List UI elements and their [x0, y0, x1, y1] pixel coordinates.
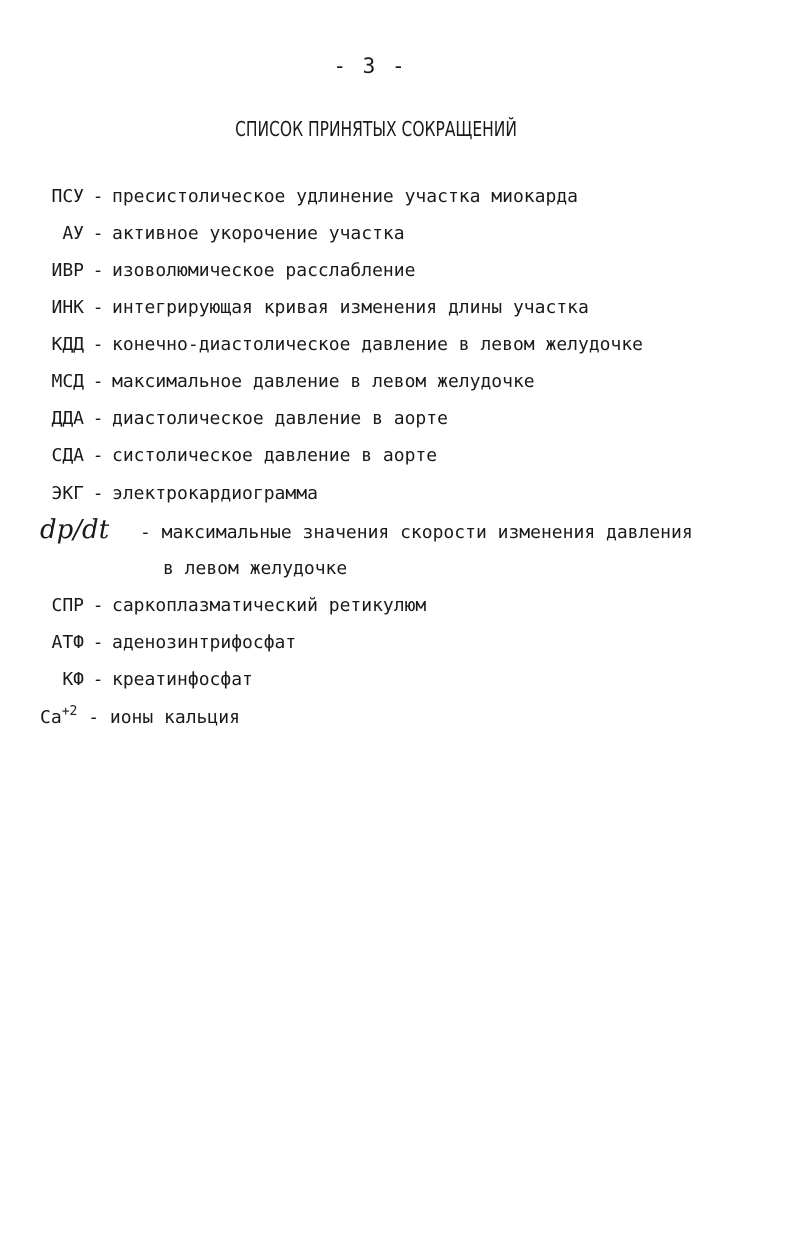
abbr-dash: - [92, 669, 104, 690]
abbr-row-ekg [40, 479, 318, 509]
page-number: - 3 - [333, 54, 407, 78]
abbr-dash: - [92, 595, 104, 616]
abbr-term: ЭКГ [51, 483, 84, 504]
abbr-dash: - [92, 408, 104, 429]
abbr-description: аденозинтрифосфат [112, 632, 297, 653]
abbr-term: АУ [62, 223, 84, 244]
dpdt-handwritten-term: dp/dt [40, 515, 110, 545]
abbr-term: АТФ [51, 632, 84, 653]
abbr-term: ПСУ [51, 186, 84, 207]
abbr-description: интегрирующая кривая изменения длины участка [112, 297, 589, 318]
abbr-dash: - [92, 632, 104, 653]
abbr-term: ИНК [51, 297, 84, 318]
page-title: СПИСОК ПРИНЯТЫХ СОКРАЩЕНИЙ [235, 117, 517, 141]
abbr-description: систолическое давление в аорте [112, 445, 438, 466]
abbr-row-kdd [40, 330, 643, 360]
abbr-dash: - [92, 334, 104, 355]
abbr-row-dda [40, 404, 448, 434]
abbr-description: активное укорочение участка [112, 223, 405, 244]
abbr-row-kf [40, 665, 253, 695]
abbr-dash: - [92, 371, 104, 392]
abbr-term: СДА [51, 445, 84, 466]
abbr-row-sda [40, 441, 437, 471]
calcium-charge-superscript: +2 [61, 704, 78, 719]
abbr-description: диастолическое давление в аорте [112, 408, 448, 429]
abbr-description: максимальное давление в левом желудочке [112, 371, 535, 392]
abbr-row-ink [40, 293, 589, 323]
abbr-dash: - [92, 483, 104, 504]
abbr-row-msd [40, 367, 535, 397]
abbr-term: ДДА [51, 408, 84, 429]
abbr-term: КФ [62, 669, 84, 690]
abbr-dash: - [92, 297, 104, 318]
abbr-row-spr [40, 591, 426, 621]
abbr-row-calcium [40, 703, 240, 735]
abbr-description: электрокардиограмма [112, 483, 318, 504]
abbr-description: креатинфосфат [112, 669, 253, 690]
dpdt-description-line2: в левом желудочке [163, 558, 348, 579]
abbr-description: саркоплазматический ретикулюм [112, 595, 427, 616]
abbr-description: конечно-диастолическое давление в левом желудочке [112, 334, 644, 355]
abbr-description: пресистолическое удлинение участка миокарда [112, 186, 578, 207]
abbr-term: КДД [51, 334, 84, 355]
abbr-term: МСД [51, 371, 84, 392]
dpdt-description-line1: - максимальные значения скорости изменения давления [140, 522, 693, 543]
abbr-dash: - [92, 223, 104, 244]
abbr-row-psu [40, 182, 578, 212]
abbr-row-atf [40, 628, 296, 658]
calcium-symbol: Ca [40, 707, 62, 728]
abbr-dash: - [92, 186, 104, 207]
abbr-term: ИВР [51, 260, 84, 281]
abbr-dash: - [92, 260, 104, 281]
abbr-term: СПР [51, 595, 84, 616]
abbr-dash: - [92, 445, 104, 466]
calcium-description: - ионы кальция [88, 707, 240, 728]
abbr-row-ivr [40, 256, 415, 286]
abbr-description: изоволюмическое расслабление [112, 260, 416, 281]
abbr-row-au [40, 219, 405, 249]
